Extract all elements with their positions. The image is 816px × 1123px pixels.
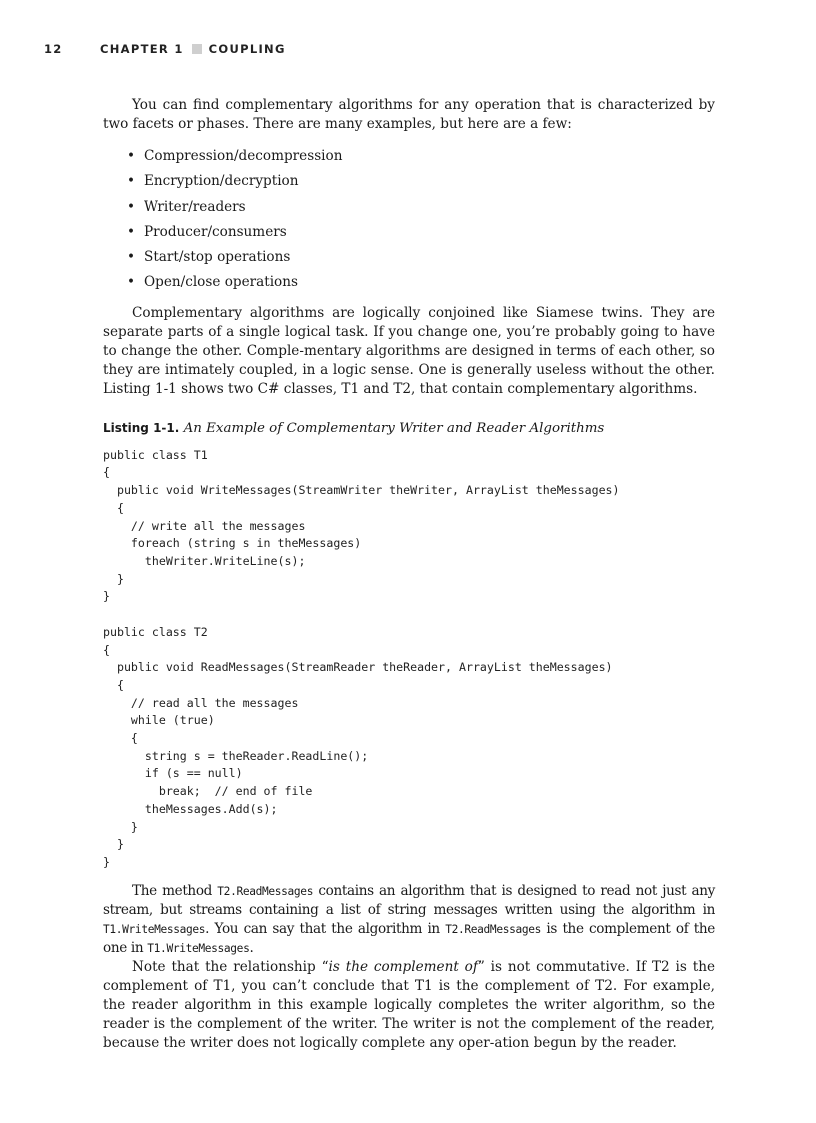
inline-code: T2.ReadMessages (445, 922, 542, 936)
page-number: 12 (44, 42, 63, 56)
list-item (127, 144, 715, 169)
text-run: . (249, 939, 254, 956)
bullet-icon: • (127, 173, 136, 190)
examples-list (103, 144, 715, 296)
bullet-icon: • (127, 148, 136, 164)
bullet-icon: • (127, 223, 136, 240)
text-run: Note that the relationship “ (132, 958, 329, 975)
list-item (127, 270, 715, 295)
chapter-label: CHAPTER 1 (100, 42, 184, 56)
inline-code: T1.WriteMessages (147, 941, 250, 955)
list-item-text: Start/stop operations (144, 249, 291, 266)
list-item-text: Encryption/decryption (144, 173, 299, 190)
running-head (44, 42, 286, 56)
list-item-text: Open/close operations (144, 274, 298, 291)
header-square-icon (192, 44, 202, 54)
siamese-twins-paragraph: Complementary algorithms are logically conjoined like Siamese twins. They are separate parts of a single logical task. If you change one, you’re probably going to have to change the other. Comple-mentary algorithms are designed in terms of each other, so they are intimately coupled, in a logic sense. One is generally useless without the other. Listing 1-1 shows two C# classes, T1 and T2, that contain complementary algorithms. (103, 304, 715, 397)
text-run: . You can say that the algorithm in (205, 920, 446, 937)
list-item-text: Compression/decompression (144, 148, 343, 164)
inline-code: T1.WriteMessages (103, 922, 206, 936)
text-run: ” is not commutative. If T2 is the complement of T1, you can’t conclude that T1 is the complement of T2. For example, the reader algorithm in this example logically completes the writer algorithm, so the reader is the complement of the writer. The writer is not the complement of the reader, because the writer does not logically complete any oper-ation begun by the reader. (103, 958, 715, 1051)
commutative-paragraph (103, 958, 715, 1053)
code-listing: public class T1 { public void WriteMessages(StreamWriter theWriter, ArrayList theMessages) { // write all the messages foreach (string s in theMessages) theWriter.WriteLine(s); } } public class T2 { public void ReadMessages(StreamReader theReader, ArrayList theMessages) { // read all the messages while (true) { string s = theReader.ReadLine(); if (s == null) break; // end of file theMessages.Add(s); } } } (103, 447, 620, 869)
bullet-icon: • (127, 198, 136, 215)
bullet-icon: • (127, 274, 136, 291)
method-description-paragraph (103, 882, 715, 958)
intro-paragraph: You can find complementary algorithms for any operation that is characterized by two facets or phases. There are many examples, but here are a few: (103, 97, 715, 132)
page-body (103, 96, 715, 1053)
list-item-text: Producer/consumers (144, 223, 287, 240)
text-run: The method (132, 882, 218, 899)
list-item (127, 220, 715, 245)
list-item (127, 245, 715, 270)
text-run: is the complement of the one in (103, 920, 715, 956)
text-run: contains an algorithm that is designed to read not just any stream, but streams containing a list of string messages written using the algorithm in (103, 882, 715, 918)
list-item (127, 169, 715, 194)
list-item-text: Writer/readers (144, 198, 246, 215)
emphasis-text: is the complement of (328, 958, 478, 975)
listing-title: An Example of Complementary Writer and Reader Algorithms (183, 420, 605, 436)
chapter-title: COUPLING (208, 42, 286, 56)
bullet-icon: • (127, 249, 136, 266)
listing-caption (103, 419, 715, 438)
list-item (127, 195, 715, 220)
listing-label: Listing 1-1. (103, 420, 180, 435)
inline-code: T2.ReadMessages (217, 884, 314, 898)
